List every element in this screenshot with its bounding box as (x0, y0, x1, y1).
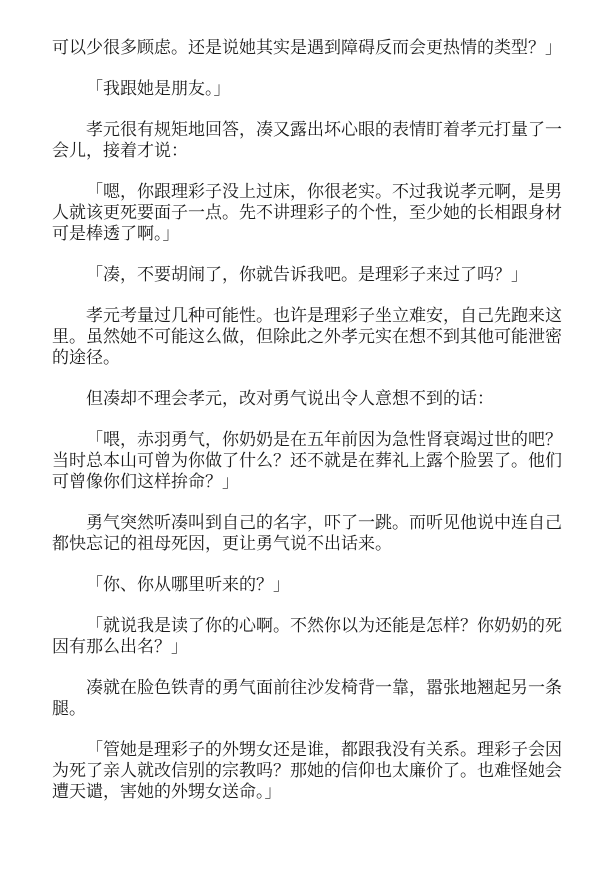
document-page (52, 38, 562, 823)
narration-paragraph: 孝元很有规矩地回答，凑又露出坏心眼的表情盯着孝元打量了一会儿，接着才说： (52, 120, 562, 161)
dialogue-paragraph: 「管她是理彩子的外甥女还是谁，都跟我没有关系。理彩子会因为死了亲人就改信别的宗教吗？那她的信仰也太廉价了。也难怪她会遭天谴，害她的外甥女送命。」 (52, 740, 562, 802)
dialogue-paragraph: 「就说我是读了你的心啊。不然你以为还能是怎样？你奶奶的死因有那么出名？」 (52, 616, 562, 657)
paragraph-continuation: 可以少很多顾虑。还是说她其实是遇到障碍反而会更热情的类型？」 (52, 38, 562, 58)
narration-paragraph: 但凑却不理会孝元，改对勇气说出令人意想不到的话： (86, 389, 494, 409)
dialogue-paragraph: 「我跟她是朋友。」 (86, 79, 231, 99)
dialogue-paragraph: 「你、你从哪里听来的？」 (86, 575, 290, 595)
narration-paragraph: 凑就在脸色铁青的勇气面前往沙发椅背一靠，嚣张地翘起另一条腿。 (52, 678, 562, 719)
narration-paragraph: 勇气突然听凑叫到自己的名字，吓了一跳。而听见他说中连自己都快忘记的祖母死因，更让勇气说不出话来。 (52, 513, 562, 554)
dialogue-paragraph: 「凑，不要胡闹了，你就告诉我吧。是理彩子来过了吗？」 (86, 265, 528, 285)
dialogue-paragraph: 「嗯，你跟理彩子没上过床，你很老实。不过我说孝元啊，是男人就该更死要面子一点。先不讲理彩子的个性，至少她的长相跟身材可是棒透了啊。」 (52, 182, 562, 244)
narration-paragraph: 孝元考量过几种可能性。也许是理彩子坐立难安，自己先跑来这里。虽然她不可能这么做，但除此之外孝元实在想不到其他可能泄密的途径。 (52, 306, 562, 368)
dialogue-paragraph: 「喂，赤羽勇气，你奶奶是在五年前因为急性肾衰竭过世的吧？当时总本山可曾为你做了什么？还不就是在葬礼上露个脸罢了。他们可曾像你们这样拚命？」 (52, 430, 562, 492)
